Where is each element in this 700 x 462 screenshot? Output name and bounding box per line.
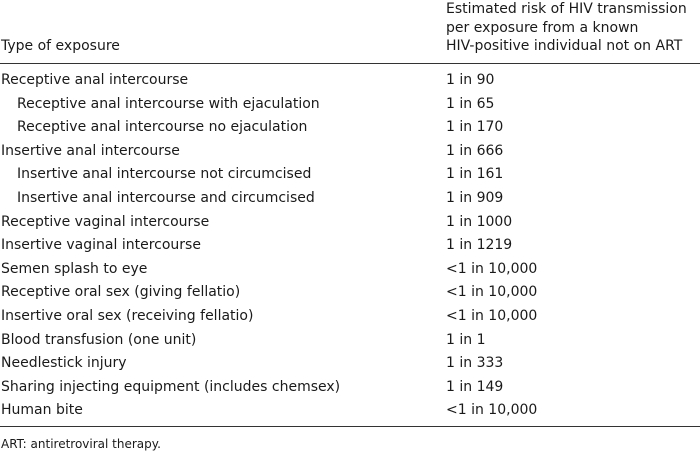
- exposure-cell: Insertive oral sex (receiving fellatio): [1, 307, 254, 324]
- risk-cell: 1 in 65: [446, 95, 495, 112]
- table-row: [0, 329, 700, 353]
- risk-cell: 1 in 666: [446, 142, 504, 159]
- risk-cell: 1 in 909: [446, 189, 504, 206]
- exposure-cell: Receptive anal intercourse with ejaculation: [17, 95, 320, 112]
- risk-cell: <1 in 10,000: [446, 402, 538, 419]
- risk-cell: 1 in 170: [446, 119, 504, 136]
- table-row: [0, 305, 700, 329]
- risk-column-header: [446, 0, 700, 56]
- risk-header-line: Estimated risk of HIV transmission: [446, 1, 687, 17]
- exposure-cell: Insertive anal intercourse and circumcised: [17, 189, 315, 206]
- table-row: [0, 352, 700, 376]
- table-footnote: ART: antiretroviral therapy.: [1, 437, 161, 451]
- risk-cell: 1 in 1000: [446, 213, 513, 230]
- header-divider: [0, 63, 700, 64]
- exposure-cell: Receptive oral sex (giving fellatio): [1, 284, 241, 301]
- table-row: [0, 140, 700, 164]
- table-row: [0, 376, 700, 400]
- exposure-cell: Needlestick injury: [1, 355, 127, 372]
- exposure-cell: Blood transfusion (one unit): [1, 331, 197, 348]
- exposure-cell: Sharing injecting equipment (includes chemsex): [1, 378, 341, 395]
- table-body: [0, 69, 700, 423]
- table-bottom-divider: [0, 426, 700, 427]
- risk-cell: 1 in 161: [446, 166, 504, 183]
- exposure-cell: Receptive anal intercourse no ejaculation: [17, 119, 308, 136]
- table-row: [0, 399, 700, 423]
- exposure-cell: Insertive anal intercourse not circumcised: [17, 166, 312, 183]
- risk-cell: 1 in 1: [446, 331, 486, 348]
- exposure-cell: Human bite: [1, 402, 83, 419]
- exposure-cell: Receptive vaginal intercourse: [1, 213, 210, 230]
- table-row: [0, 211, 700, 235]
- table-row: [0, 187, 700, 211]
- risk-cell: 1 in 149: [446, 378, 504, 395]
- risk-cell: 1 in 1219: [446, 237, 513, 254]
- table-row: [0, 258, 700, 282]
- table-row: [0, 116, 700, 140]
- risk-cell: <1 in 10,000: [446, 307, 538, 324]
- risk-cell: 1 in 333: [446, 355, 504, 372]
- exposure-column-header: Type of exposure: [1, 38, 120, 54]
- exposure-cell: Receptive anal intercourse: [1, 72, 189, 88]
- risk-cell: <1 in 10,000: [446, 284, 538, 301]
- table-row: [0, 234, 700, 258]
- exposure-cell: Insertive anal intercourse: [1, 142, 180, 159]
- exposure-cell: Semen splash to eye: [1, 260, 148, 277]
- table-row: [0, 281, 700, 305]
- table-row: [0, 69, 700, 93]
- table-row: [0, 93, 700, 117]
- risk-cell: <1 in 10,000: [446, 260, 538, 277]
- risk-header-line: per exposure from a known: [446, 19, 639, 36]
- exposure-cell: Insertive vaginal intercourse: [1, 237, 201, 254]
- risk-cell: 1 in 90: [446, 72, 495, 88]
- risk-header-line: HIV-positive individual not on ART: [446, 38, 683, 54]
- table-row: [0, 163, 700, 187]
